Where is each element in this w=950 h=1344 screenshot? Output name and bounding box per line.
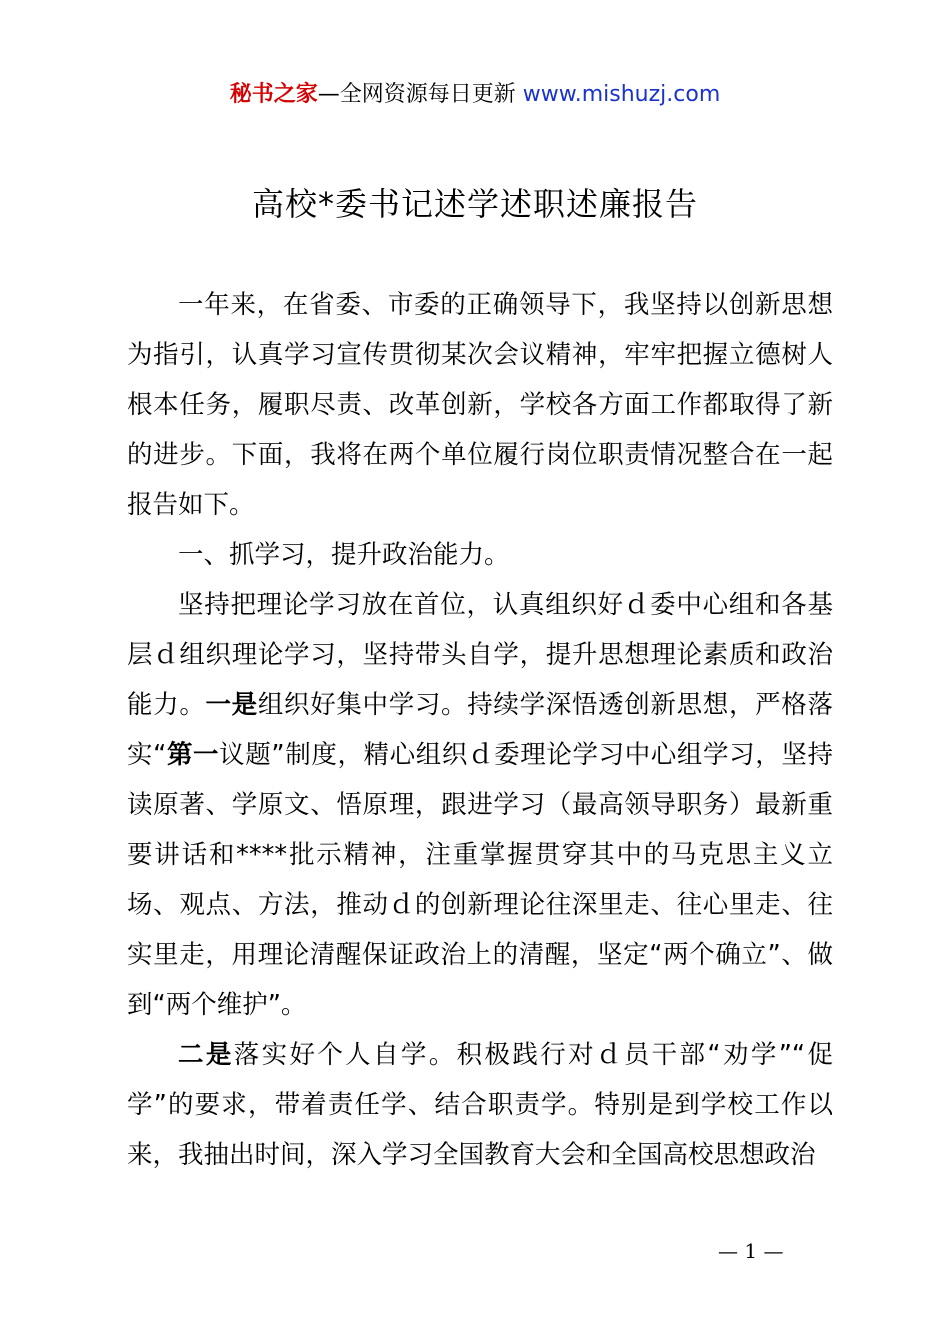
bold-marker: 第一	[166, 740, 220, 770]
paragraph-text: 落实好个人自学。积极践行对ｄ员干部“劝学”“促学”的要求，带着责任学、结合职责学。特别是到学校工作以来，我抽出时间，深入学习全国教育大会和全国高校思想政治	[127, 1040, 833, 1170]
bold-marker: 二是	[178, 1040, 234, 1070]
paragraph-text: 议题”制度，精心组织ｄ委理论学习中心组学习，坚持读原著、学原文、悟原理，跟进学习（最高领导职务）最新重要讲话和****批示精神，注重掌握贯穿其中的马克思主义立场、观点、方法，推动ｄ的创新理论往深里走、往心里走、往实里走，用理论清醒保证政治上的清醒，坚定“两个确立”、做到“两个维护”。	[127, 740, 833, 1020]
document-body	[127, 280, 833, 1180]
brand-name: 秘书之家	[229, 82, 318, 107]
self-study-paragraph	[127, 1030, 833, 1180]
bold-marker: 一是	[205, 690, 258, 720]
header-tagline: —全网资源每日更新	[317, 82, 516, 107]
paragraph-text: 坚持把理论学习放在首位，认真组织好ｄ委中心组和各基层ｄ组织理论学习，坚持带头自学，提升思想理论素质和政治能力。	[127, 590, 833, 720]
study-paragraph	[127, 580, 833, 1030]
page-number: — 1 —	[718, 1239, 784, 1263]
paragraph-text: 组织好集中学习。持续学深悟透创新思想，严格落实“	[127, 690, 833, 770]
document-title: 高校*委书记述学述职述廉报告	[251, 185, 698, 223]
intro-paragraph: 一年来，在省委、市委的正确领导下，我坚持以创新思想为指引，认真学习宣传贯彻某次会议精神，牢牢把握立德树人根本任务，履职尽责、改革创新，学校各方面工作都取得了新的进步。下面，我将在两个单位履行岗位职责情况整合在一起报告如下。	[127, 290, 833, 520]
section-heading: 一、抓学习，提升政治能力。	[178, 540, 510, 570]
site-url: www.mishuzj.com	[522, 82, 721, 107]
site-header	[0, 80, 950, 110]
